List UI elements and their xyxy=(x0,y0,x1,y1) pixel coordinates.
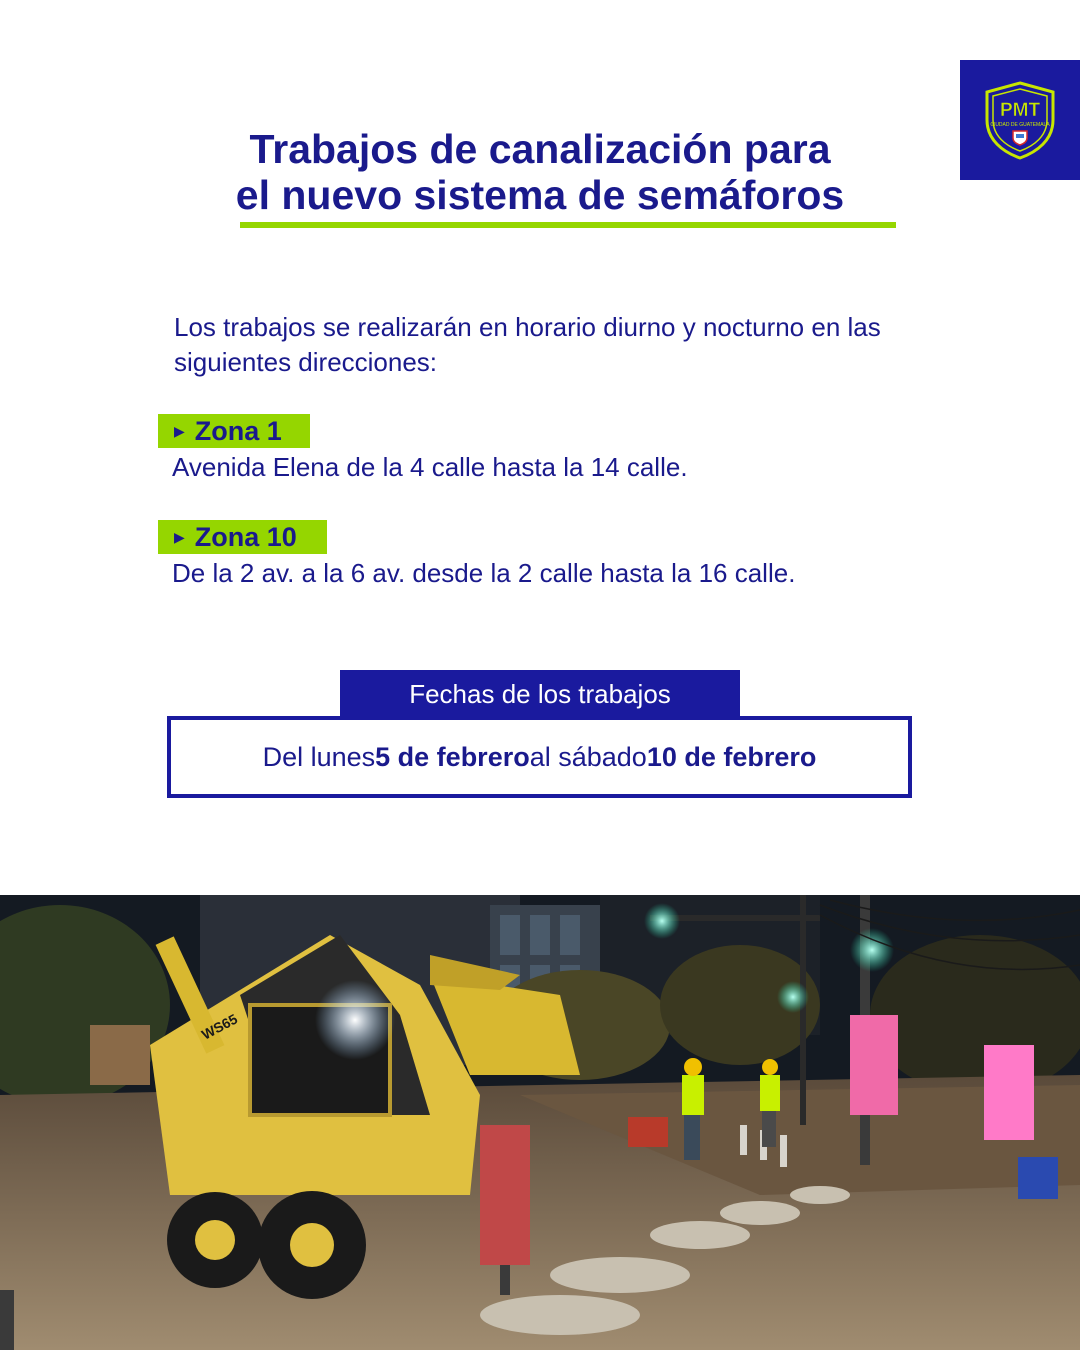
dates-part-1: Del lunes xyxy=(262,741,376,772)
triangle-right-icon: ▶ xyxy=(174,528,185,545)
title-line-2 xyxy=(0,172,1080,218)
svg-text:PMT: PMT xyxy=(999,100,1041,121)
title-line-1: Trabajos de canalización para xyxy=(249,126,831,172)
zone-1-label: Zona 1 xyxy=(194,415,282,446)
zone-10-description: De la 2 av. a la 6 av. desde la 2 calle hasta la 16 calle. xyxy=(172,558,796,588)
page-title xyxy=(0,126,1080,218)
zone-1-tag xyxy=(158,414,310,448)
zone-10-tag xyxy=(158,520,327,554)
skid-steer-scene-image xyxy=(0,895,1080,1350)
dates-part-2: al sábado xyxy=(529,741,647,772)
dates-start: 5 de febrero xyxy=(375,741,530,772)
construction-photo xyxy=(0,895,1080,1350)
svg-text:WS65: WS65 xyxy=(198,1010,241,1043)
intro-text: Los trabajos se realizarán en horario diurno y nocturno en las siguientes direcciones: xyxy=(174,312,881,377)
zone-10-label: Zona 10 xyxy=(194,521,297,552)
title-underline xyxy=(240,222,896,228)
dates-box xyxy=(167,716,912,798)
svg-text:CIUDAD DE GUATEMALA: CIUDAD DE GUATEMALA xyxy=(990,122,1050,128)
title-line-2-prefix: el xyxy=(235,172,282,218)
dates-end: 10 de febrero xyxy=(646,741,817,772)
triangle-right-icon: ▶ xyxy=(174,422,185,439)
dates-header: Fechas de los trabajos xyxy=(340,670,740,718)
zone-1-description: Avenida Elena de la 4 calle hasta la 14 calle. xyxy=(172,452,688,482)
title-highlight: nuevo sistema de semáforos xyxy=(281,172,845,218)
